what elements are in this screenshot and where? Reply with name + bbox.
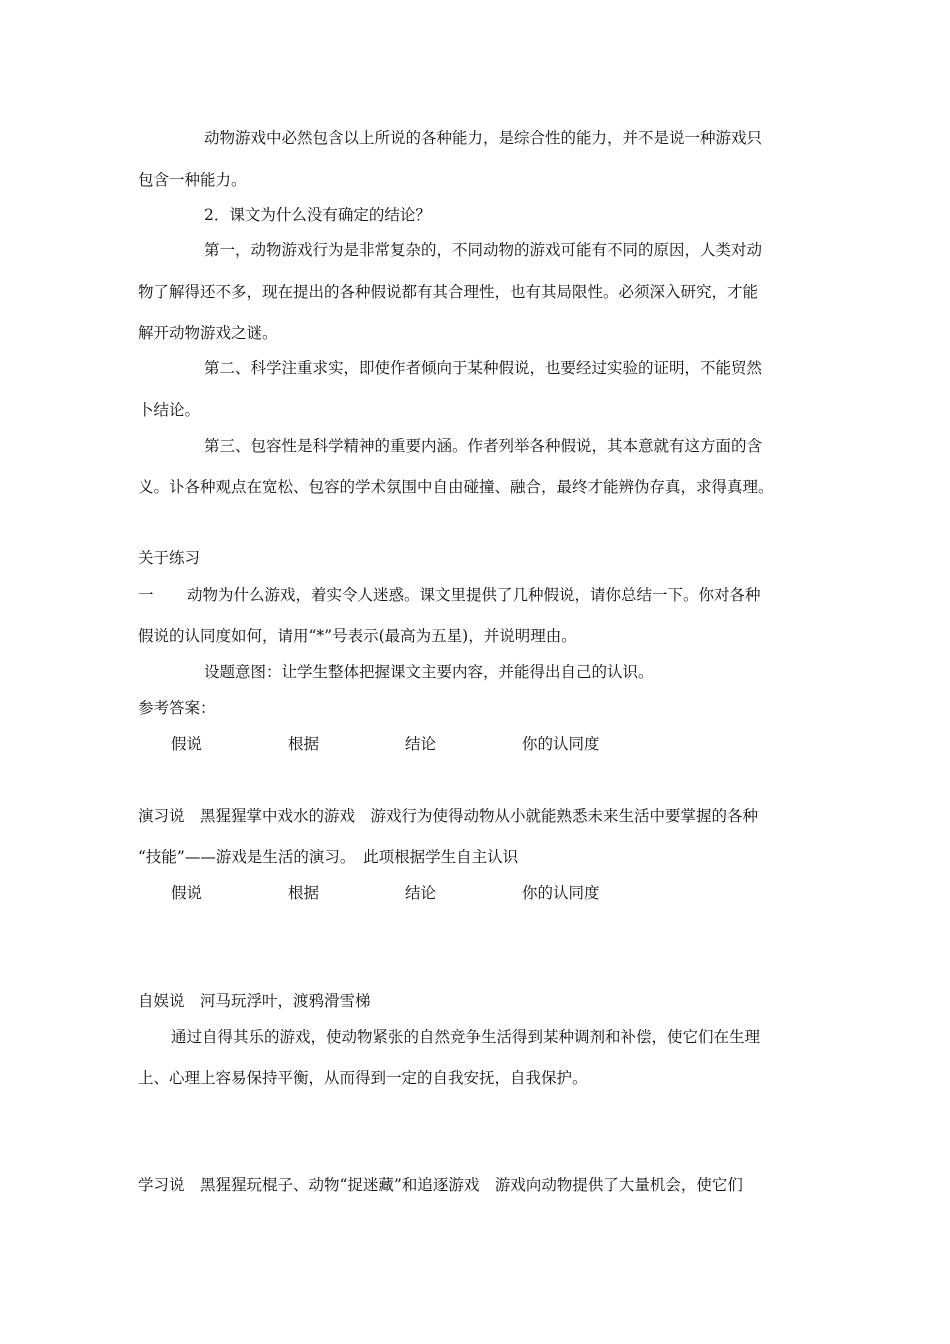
paragraph-line: 义。讣各种观点在宽松、包容的学术氛围中自由碰撞、融合，最终才能辨伪存真，求得真理。 bbox=[138, 478, 774, 496]
row-line: 自娱说 河马玩浮叶，渡鸦滑雪梯 bbox=[138, 992, 371, 1010]
section-heading: 关于练习 bbox=[138, 549, 201, 567]
design-intent: 设题意图：让学生整体把握课文主要内容，并能得出自己的认识。 bbox=[204, 663, 654, 681]
header-hypothesis: 假说 bbox=[171, 884, 203, 902]
header-agreement: 你的认同度 bbox=[522, 735, 600, 753]
header-conclusion: 结论 bbox=[405, 884, 437, 902]
exercise-number: 一 bbox=[138, 586, 154, 604]
row-line: 通过自得其乐的游戏，使动物紧张的自然竞争生活得到某种调剂和补偿，使它们在生理 bbox=[171, 1028, 761, 1046]
paragraph-line: 包含一种能力。 bbox=[138, 171, 247, 189]
paragraph-line: 第二、科学注重求实，即使作者倾向于某种假说，也要经过实验的证明，不能贸然 bbox=[204, 359, 763, 377]
paragraph-line: 第一，动物游戏行为是非常复杂的，不同动物的游戏可能有不同的原因，人类对动 bbox=[204, 241, 763, 259]
paragraph-line: 动物游戏中必然包含以上所说的各种能力，是综合性的能力，并不是说一种游戏只 bbox=[204, 129, 763, 147]
paragraph-line: 物了解得还不多，现在提出的各种假说都有其合理性，也有其局限性。必须深入研究，才能 bbox=[138, 283, 759, 301]
header-basis: 根据 bbox=[288, 735, 320, 753]
row-line: 学习说 黑猩猩玩棍子、动物“捉迷藏”和追逐游戏 游戏向动物提供了大量机会，使它们 bbox=[138, 1176, 743, 1194]
header-hypothesis: 假说 bbox=[171, 735, 203, 753]
row-line: 上、心理上容易保持平衡，从而得到一定的自我安抚，自我保护。 bbox=[138, 1069, 588, 1087]
exercise-text: 假说的认同度如何，请用“*”号表示(最高为五星)，并说明理由。 bbox=[138, 627, 577, 645]
answer-label: 参考答案： bbox=[138, 699, 216, 717]
row-line: “技能”——游戏是生活的演习。 此项根据学生自主认识 bbox=[138, 848, 519, 866]
paragraph-line: 卜结论。 bbox=[138, 401, 201, 419]
header-agreement: 你的认同度 bbox=[522, 884, 600, 902]
header-conclusion: 结论 bbox=[405, 735, 437, 753]
paragraph-line: 解开动物游戏之谜。 bbox=[138, 324, 278, 342]
table-header-row bbox=[138, 734, 838, 754]
paragraph-line: 第三、包容性是科学精神的重要内涵。作者列举各种假说，其本意就有这方面的含 bbox=[204, 437, 763, 455]
exercise-text: 动物为什么游戏，着实令人迷惑。课文里提供了几种假说，请你总结一下。你对各种 bbox=[187, 586, 761, 604]
table-header-row bbox=[138, 883, 838, 903]
row-line: 演习说 黑猩猩掌中戏水的游戏 游戏行为使得动物从小就能熟悉未来生活中要掌握的各种 bbox=[138, 807, 759, 825]
header-basis: 根据 bbox=[288, 884, 320, 902]
question-heading: 2．课文为什么没有确定的结论？ bbox=[204, 206, 431, 224]
